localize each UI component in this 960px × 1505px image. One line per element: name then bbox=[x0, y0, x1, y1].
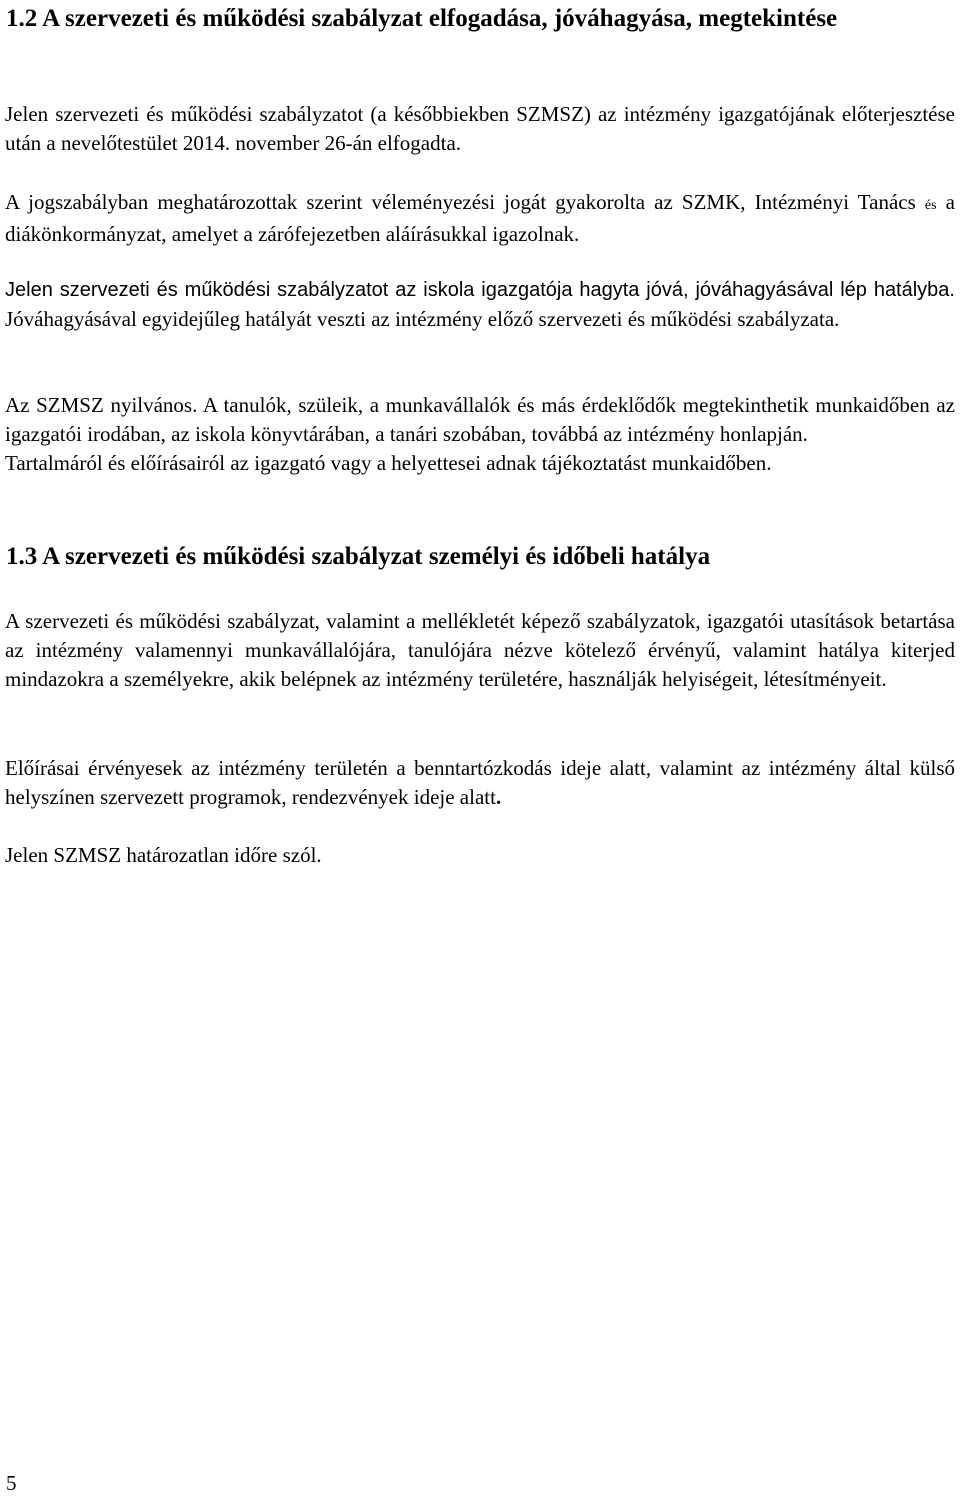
paragraph-4-text-start: Az SZMSZ nyilvános. A tanulók, szüleik, a munkavállalók és más érdeklődők megtekinthetik munkaidőben az igazgatói irodában, az iskola könyvtárában, a tanári szobában, továbbá az intézmény honlapján. bbox=[5, 393, 955, 446]
paragraph-period: . bbox=[495, 785, 502, 809]
paragraph-text: Előírásai érvényesek az intézmény területén a benntartózkodás ideje alatt, valamint az intézmény által külső helyszínen szervezett programok, rendezvények ideje alatt bbox=[5, 756, 955, 809]
section-1-2-paragraph-2 bbox=[5, 188, 955, 249]
paragraph-2-text-end: a diákönkormányzat, amelyet a zárófejezetben aláírásukkal igazolnak. bbox=[5, 190, 956, 246]
section-1-3-paragraph-1: A szervezeti és működési szabályzat, valamint a mellékletét képező szabályzatok, igazgatói utasítások betartása az intézmény valamennyi munkavállalójára, tanulójára nézve kötelező érvényű, valamint hatálya kiterjed mindazokra a személyekre, akik belépnek az intézmény területére, használják helyiségeit, létesítményeit. bbox=[5, 609, 955, 691]
section-1-2-paragraph-1: Jelen szervezeti és működési szabályzatot (a későbbiekben SZMSZ) az intézmény igazgatójának előterjesztése után a nevelőtestület 2014. november 26-án elfogadta. bbox=[5, 102, 955, 155]
section-1-2-paragraph-4 bbox=[5, 391, 955, 478]
paragraph-4-text-end: Tartalmáról és előírásairól az igazgató vagy a helyettesei adnak tájékoztatást munkaidőben. bbox=[5, 451, 772, 475]
section-1-3-paragraph-2 bbox=[5, 754, 955, 812]
section-1-3-paragraph-3: Jelen SZMSZ határozatlan időre szól. bbox=[5, 843, 322, 867]
paragraph-2-conjunction: és bbox=[924, 198, 937, 213]
paragraph-3-text-start: Jelen szervezeti és működési szabályzatot az iskola igazgatója hagyta jóvá, jóváhagyásával lép hatályba. bbox=[5, 279, 955, 301]
paragraph-2-text-start: A jogszabályban meghatározottak szerint véleményezési jogát gyakorolta az SZMK, Intézményi Tanács bbox=[5, 190, 925, 214]
section-1-3-title: 1.3 A szervezeti és működési szabályzat személyi és időbeli hatálya bbox=[6, 543, 711, 570]
paragraph-3-text-end: Jóváhagyásával egyidejűleg hatályát veszti az intézmény előző szervezeti és működési szabályzata. bbox=[5, 307, 840, 331]
section-1-2-title: 1.2 A szervezeti és működési szabályzat elfogadása, jóváhagyása, megtekintése bbox=[6, 5, 838, 32]
section-1-2-paragraph-3 bbox=[5, 275, 955, 334]
page-number: 5 bbox=[6, 1471, 17, 1495]
